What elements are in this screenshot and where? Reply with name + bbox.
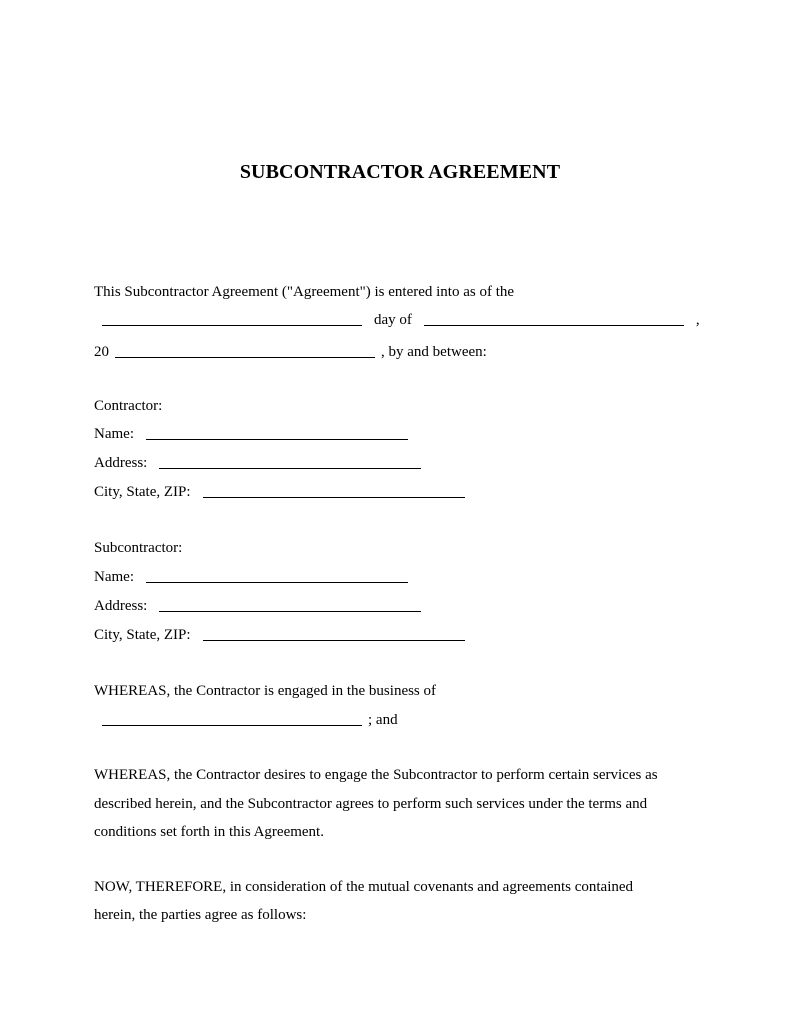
- now-therefore-line-2: [94, 906, 306, 924]
- subcontractor-name-line: [94, 568, 408, 586]
- whereas-1-end: ; and: [368, 712, 398, 728]
- subcontractor-heading-line: [94, 539, 182, 557]
- subcontractor-heading: Subcontractor:: [94, 540, 183, 556]
- subcontractor-name-blank[interactable]: [146, 570, 408, 583]
- date-comma: ,: [695, 312, 700, 328]
- contractor-name-line: [94, 425, 408, 443]
- whereas-2-line-2: [94, 795, 647, 813]
- year-blank[interactable]: [115, 345, 375, 358]
- now-therefore-line-1: [94, 878, 633, 896]
- business-line: [94, 711, 398, 729]
- whereas-2-text-3: conditions set forth in this Agreement.: [94, 824, 324, 840]
- whereas-2-text-2: described herein, and the Subcontractor agrees to perform such services under the terms and: [94, 796, 648, 812]
- intro-text: This Subcontractor Agreement ("Agreement") is entered into as of the: [94, 284, 515, 300]
- contractor-address-blank[interactable]: [159, 456, 421, 469]
- contractor-name-label: Name:: [94, 426, 134, 442]
- contractor-city-label: City, State, ZIP:: [94, 484, 191, 500]
- subcontractor-address-blank[interactable]: [159, 599, 421, 612]
- contractor-heading-line: [94, 397, 162, 415]
- subcontractor-city-line: [94, 626, 465, 644]
- contractor-address-label: Address:: [94, 455, 148, 471]
- day-blank[interactable]: [102, 313, 362, 326]
- whereas-2-text-1: WHEREAS, the Contractor desires to engage the Subcontractor to perform certain services as: [94, 767, 658, 783]
- now-therefore-text-2: herein, the parties agree as follows:: [94, 907, 307, 923]
- contractor-address-line: [94, 454, 421, 472]
- year-line: [94, 343, 487, 361]
- business-blank[interactable]: [102, 713, 362, 726]
- day-of-text: day of: [374, 312, 412, 328]
- date-line: [94, 311, 700, 329]
- whereas-1-text: WHEREAS, the Contractor is engaged in the business of: [94, 683, 437, 699]
- year-prefix: 20: [94, 344, 109, 360]
- month-blank[interactable]: [424, 313, 684, 326]
- now-therefore-text-1: NOW, THEREFORE, in consideration of the mutual covenants and agreements contained: [94, 879, 634, 895]
- subcontractor-city-blank[interactable]: [203, 628, 465, 641]
- intro-line: [94, 283, 514, 301]
- subcontractor-address-line: [94, 597, 421, 615]
- document-title: SUBCONTRACTOR AGREEMENT: [239, 161, 561, 183]
- subcontractor-city-label: City, State, ZIP:: [94, 627, 191, 643]
- subcontractor-address-label: Address:: [94, 598, 148, 614]
- whereas-1-line: [94, 682, 436, 700]
- whereas-2-line-1: [94, 766, 658, 784]
- contractor-city-blank[interactable]: [203, 485, 465, 498]
- by-and-between-text: , by and between:: [381, 344, 487, 360]
- contractor-heading: Contractor:: [94, 398, 163, 414]
- whereas-2-line-3: [94, 823, 324, 841]
- contractor-city-line: [94, 483, 465, 501]
- contractor-name-blank[interactable]: [146, 427, 408, 440]
- subcontractor-name-label: Name:: [94, 569, 134, 585]
